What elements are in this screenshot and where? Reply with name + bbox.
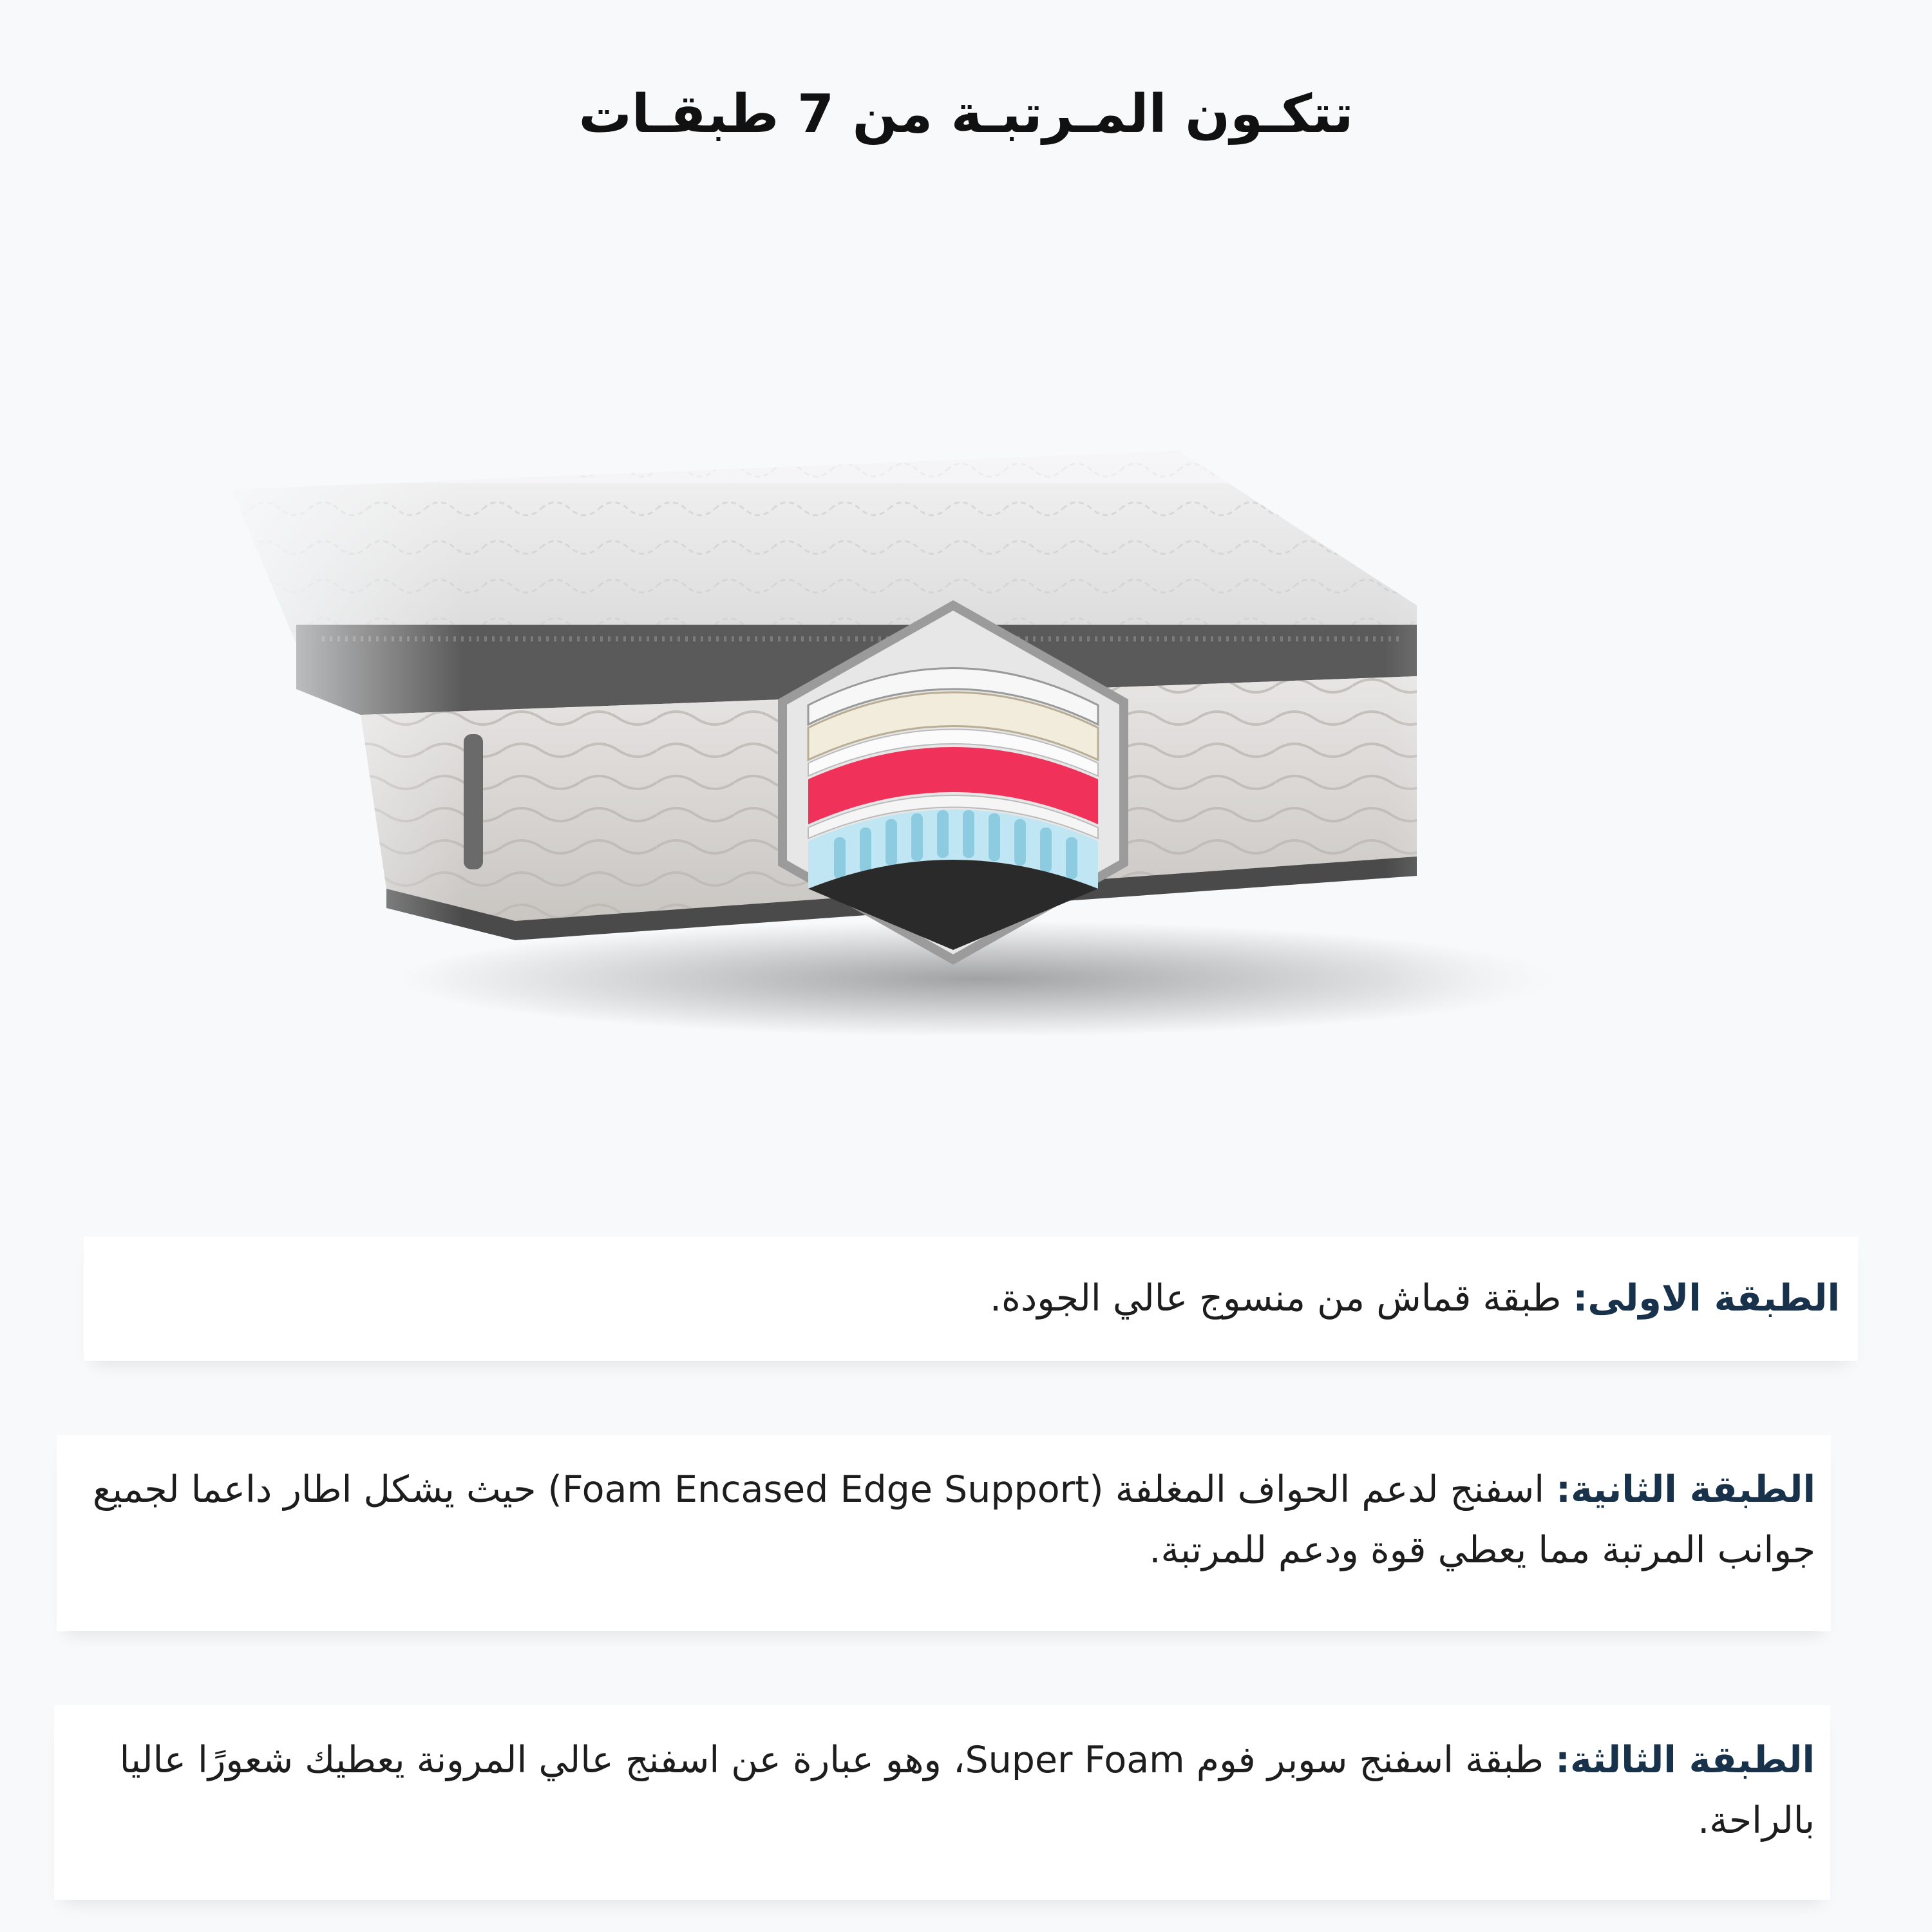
layer-text: طبقة قماش من منسوج عالي الجودة. [989, 1277, 1562, 1320]
layer-description [84, 1236, 1840, 1361]
layer-description [70, 1459, 1815, 1580]
mattress-image [193, 412, 1674, 1063]
layer-label: الطبقة الثالثة: [1555, 1739, 1815, 1781]
layer-text: اسفنج لدعم الحواف المغلفة (Foam Encased Edge Support) حيث يشكل اطار داعما لجميع جوانب المرتبة مما يعطي قوة ودعم للمرتبة. [92, 1468, 1815, 1571]
layer-card-2 [57, 1435, 1831, 1631]
page-title: تتكـون المـرتبـة من 7 طبقـات [578, 84, 1354, 145]
layer-card-1 [84, 1236, 1858, 1361]
layer-text: طبقة اسفنج سوبر فوم Super Foam، وهو عبارة عن اسفنج عالي المرونة يعطيك شعورًا عاليا بالراحة. [119, 1739, 1815, 1842]
layer-label: الطبقة الثانية: [1556, 1468, 1815, 1511]
layer-label: الطبقة الاولى: [1573, 1277, 1840, 1320]
layer-description [67, 1730, 1815, 1851]
layer-card-3 [54, 1705, 1830, 1900]
